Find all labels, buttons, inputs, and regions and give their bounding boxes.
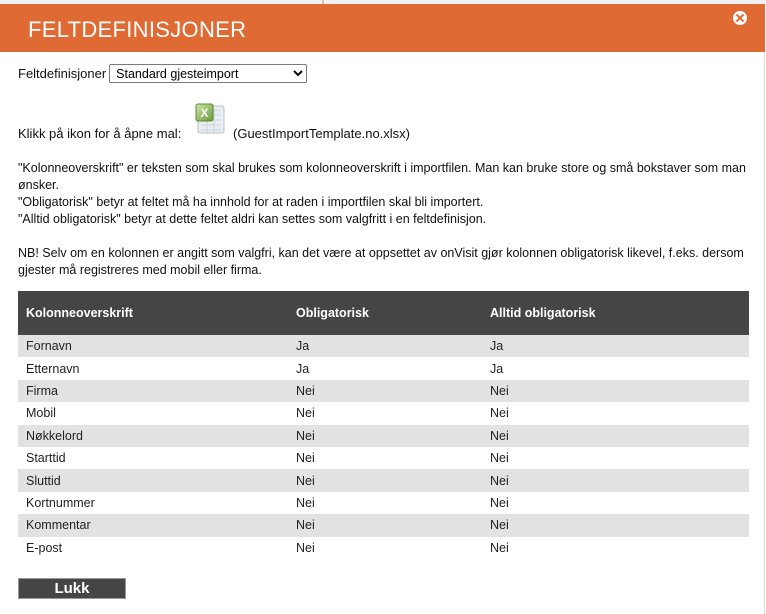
table-row: [18, 402, 749, 424]
table-row: [18, 492, 749, 514]
table-cell: Kommentar: [18, 514, 288, 536]
column-header: Kolonneoverskrift: [18, 291, 288, 335]
table-cell: Firma: [18, 380, 288, 402]
table-cell: Nei: [482, 537, 749, 559]
table-cell: Nei: [482, 514, 749, 536]
field-definitions-table: [18, 291, 749, 559]
field-definition-label: Feltdefinisjoner: [18, 66, 107, 81]
table-cell: Nei: [288, 380, 482, 402]
table-row: [18, 357, 749, 379]
excel-file-icon[interactable]: [195, 102, 227, 136]
table-cell: Nei: [288, 537, 482, 559]
table-row: [18, 447, 749, 469]
table-row: [18, 335, 749, 357]
info-line-mandatory: "Obligatorisk" betyr at feltet må ha innhold for at raden i importfilen skal bli importert.: [18, 195, 484, 209]
table-header-row: [18, 291, 749, 335]
table-row: [18, 380, 749, 402]
table-cell: Nei: [288, 402, 482, 424]
table-row: [18, 514, 749, 536]
table-cell: Mobil: [18, 402, 288, 424]
table-cell: Nøkkelord: [18, 425, 288, 447]
table-cell: Nei: [482, 469, 749, 491]
table-cell: Nei: [288, 447, 482, 469]
close-button[interactable]: Lukk: [18, 578, 126, 599]
table-cell: Sluttid: [18, 469, 288, 491]
table-row: [18, 425, 749, 447]
field-definition-select[interactable]: [109, 64, 307, 83]
table-cell: Nei: [288, 492, 482, 514]
table-cell: Nei: [482, 380, 749, 402]
dialog-header: [0, 4, 765, 52]
info-text: [18, 160, 748, 279]
column-header: Obligatorisk: [288, 291, 482, 335]
table-cell: Fornavn: [18, 335, 288, 357]
table-cell: Ja: [482, 335, 749, 357]
svg-text:X: X: [200, 106, 209, 120]
table-cell: Nei: [288, 469, 482, 491]
table-cell: Nei: [482, 492, 749, 514]
table-cell: Nei: [288, 425, 482, 447]
table-cell: Ja: [288, 335, 482, 357]
template-filename: (GuestImportTemplate.no.xlsx): [233, 126, 411, 141]
close-icon[interactable]: [733, 11, 747, 25]
table-cell: Nei: [482, 402, 749, 424]
field-definition-row: [18, 64, 307, 83]
table-cell: Nei: [482, 425, 749, 447]
table-cell: Ja: [482, 357, 749, 379]
template-label: Klikk på ikon for å åpne mal:: [18, 126, 182, 141]
table-cell: Nei: [288, 514, 482, 536]
table-cell: Ja: [288, 357, 482, 379]
table-cell: E-post: [18, 537, 288, 559]
table-row: [18, 469, 749, 491]
column-header: Alltid obligatorisk: [482, 291, 749, 335]
table-row: [18, 537, 749, 559]
table-cell: Kortnummer: [18, 492, 288, 514]
table-cell: Nei: [482, 447, 749, 469]
info-line-always-mandatory: "Alltid obligatorisk" betyr at dette feltet aldri kan settes som valgfritt i en feltdefinisjon.: [18, 212, 487, 226]
table-cell: Etternavn: [18, 357, 288, 379]
info-line-column-header: "Kolonneoverskrift" er teksten som skal brukes som kolonneoverskrift i importfilen. Man kan bruke store og små bokstaver som man ønsker.: [18, 161, 746, 192]
table-cell: Starttid: [18, 447, 288, 469]
info-note: NB! Selv om en kolonnen er angitt som valgfri, kan det være at oppsettet av onVisit gjør kolonnen obligatorisk likevel, f.eks. dersom gjester må registreres med mobil eller firma.: [18, 246, 744, 277]
dialog-title: FELTDEFINISJONER: [28, 17, 247, 42]
